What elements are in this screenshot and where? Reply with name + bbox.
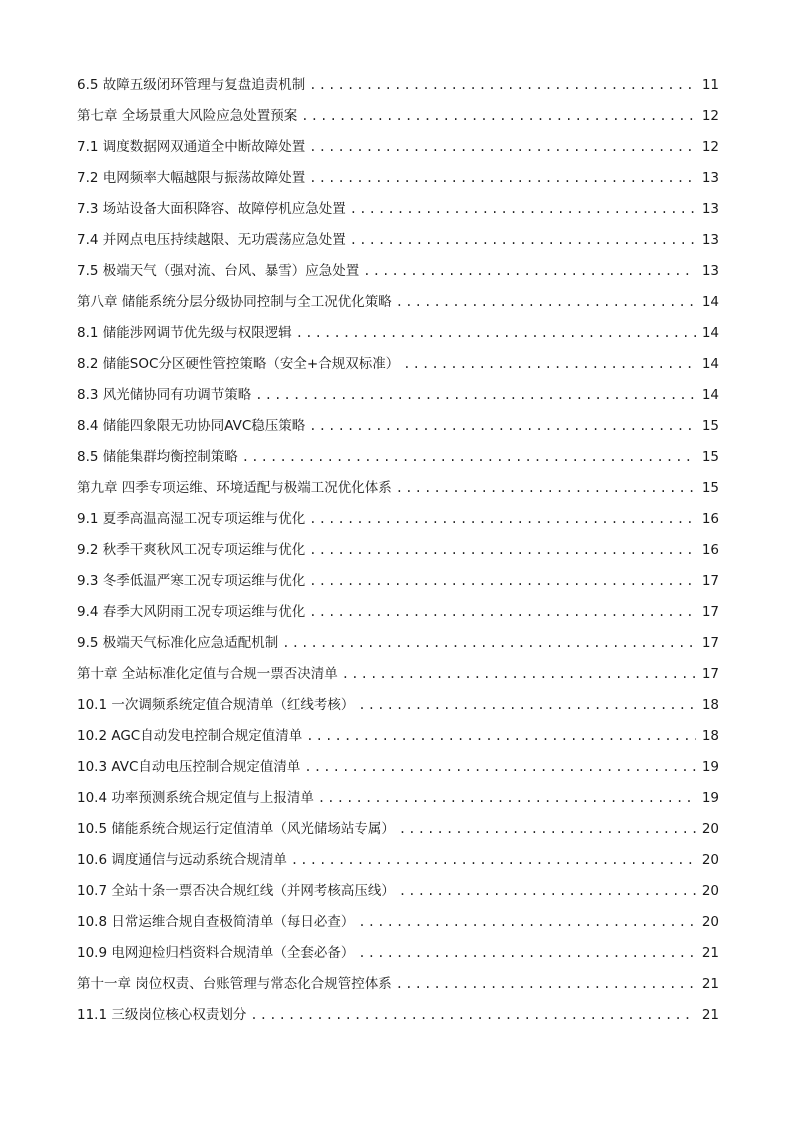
toc-entry[interactable] xyxy=(77,752,719,783)
toc-entry-title: 10.9 电网迎检归档资料合规清单（全套必备） xyxy=(77,945,355,961)
toc-entry-title: 8.2 储能SOC分区硬性管控策略（安全+合规双标准） xyxy=(77,356,400,372)
dot-leader xyxy=(309,597,696,628)
toc-entry[interactable] xyxy=(77,132,719,163)
toc-entry-page: 13 xyxy=(701,170,719,186)
toc-entry-title: 10.7 全站十条一票否决合规红线（并网考核高压线） xyxy=(77,883,395,899)
dot-leader xyxy=(309,504,696,535)
toc-entry[interactable] xyxy=(77,969,719,1000)
dot-leader xyxy=(309,411,696,442)
toc-entry-page: 21 xyxy=(701,1007,719,1023)
toc-entry-page: 15 xyxy=(701,480,719,496)
toc-entry-page: 14 xyxy=(701,325,719,341)
toc-entry[interactable] xyxy=(77,814,719,845)
toc-entry-title: 第九章 四季专项运维、环境适配与极端工况优化体系 xyxy=(77,480,392,496)
toc-entry-title: 7.3 场站设备大面积降容、故障停机应急处置 xyxy=(77,201,346,217)
toc-entry[interactable] xyxy=(77,659,719,690)
toc-entry-page: 13 xyxy=(701,201,719,217)
toc-entry-title: 10.4 功率预测系统合规定值与上报清单 xyxy=(77,790,314,806)
toc-entry-title: 7.5 极端天气（强对流、台风、暴雪）应急处置 xyxy=(77,263,360,279)
toc-entry-page: 21 xyxy=(701,945,719,961)
table-of-contents xyxy=(77,70,719,1031)
toc-entry-page: 12 xyxy=(701,139,719,155)
toc-entry-title: 8.5 储能集群均衡控制策略 xyxy=(77,449,238,465)
toc-entry-page: 20 xyxy=(701,852,719,868)
dot-leader xyxy=(399,876,696,907)
toc-entry-title: 第十一章 岗位权责、台账管理与常态化合规管控体系 xyxy=(77,976,392,992)
toc-entry-title: 8.1 储能涉网调节优先级与权限逻辑 xyxy=(77,325,292,341)
toc-entry-page: 16 xyxy=(701,511,719,527)
toc-entry[interactable] xyxy=(77,349,719,380)
toc-entry-title: 8.4 储能四象限无功协同AVC稳压策略 xyxy=(77,418,306,434)
toc-entry-title: 9.4 春季大风阴雨工况专项运维与优化 xyxy=(77,604,306,620)
toc-entry-page: 17 xyxy=(701,666,719,682)
toc-entry-page: 13 xyxy=(701,232,719,248)
dot-leader xyxy=(342,659,696,690)
toc-entry-page: 16 xyxy=(701,542,719,558)
dot-leader xyxy=(309,535,696,566)
dot-leader xyxy=(255,380,696,411)
dot-leader xyxy=(296,318,696,349)
toc-entry-title: 第七章 全场景重大风险应急处置预案 xyxy=(77,108,298,124)
toc-entry[interactable] xyxy=(77,721,719,752)
dot-leader xyxy=(318,783,696,814)
toc-entry-page: 20 xyxy=(701,914,719,930)
toc-entry-title: 10.1 一次调频系统定值合规清单（红线考核） xyxy=(77,697,355,713)
toc-entry[interactable] xyxy=(77,256,719,287)
toc-entry-title: 11.1 三级岗位核心权责划分 xyxy=(77,1007,247,1023)
dot-leader xyxy=(304,752,695,783)
toc-entry-title: 9.2 秋季干爽秋风工况专项运维与优化 xyxy=(77,542,306,558)
toc-entry-title: 7.2 电网频率大幅越限与振荡故障处置 xyxy=(77,170,306,186)
dot-leader xyxy=(396,473,696,504)
toc-entry-page: 17 xyxy=(701,604,719,620)
dot-leader xyxy=(306,721,696,752)
toc-entry[interactable] xyxy=(77,504,719,535)
dot-leader xyxy=(242,442,696,473)
toc-entry[interactable] xyxy=(77,194,719,225)
toc-entry-title: 10.6 调度通信与远动系统合规清单 xyxy=(77,852,287,868)
toc-entry-title: 10.3 AVC自动电压控制合规定值清单 xyxy=(77,759,301,775)
dot-leader xyxy=(399,814,696,845)
toc-entry[interactable] xyxy=(77,70,719,101)
toc-entry-title: 8.3 风光储协同有功调节策略 xyxy=(77,387,252,403)
toc-entry[interactable] xyxy=(77,380,719,411)
toc-entry[interactable] xyxy=(77,938,719,969)
toc-entry-page: 20 xyxy=(701,821,719,837)
dot-leader xyxy=(309,566,696,597)
toc-entry[interactable] xyxy=(77,876,719,907)
toc-entry-title: 7.1 调度数据网双通道全中断故障处置 xyxy=(77,139,306,155)
dot-leader xyxy=(301,101,696,132)
toc-entry-title: 10.5 储能系统合规运行定值清单（风光储场站专属） xyxy=(77,821,395,837)
toc-entry[interactable] xyxy=(77,473,719,504)
toc-entry[interactable] xyxy=(77,1000,719,1031)
dot-leader xyxy=(363,256,696,287)
toc-entry-page: 13 xyxy=(701,263,719,279)
toc-entry-title: 9.1 夏季高温高湿工况专项运维与优化 xyxy=(77,511,306,527)
toc-entry[interactable] xyxy=(77,845,719,876)
toc-entry-page: 14 xyxy=(701,356,719,372)
toc-entry-page: 11 xyxy=(701,77,719,93)
dot-leader xyxy=(358,938,695,969)
toc-entry[interactable] xyxy=(77,566,719,597)
toc-entry[interactable] xyxy=(77,101,719,132)
dot-leader xyxy=(350,194,696,225)
toc-entry-page: 19 xyxy=(701,759,719,775)
toc-entry[interactable] xyxy=(77,318,719,349)
toc-entry[interactable] xyxy=(77,411,719,442)
toc-entry-title: 10.2 AGC自动发电控制合规定值清单 xyxy=(77,728,303,744)
dot-leader xyxy=(309,132,696,163)
toc-entry-page: 15 xyxy=(701,418,719,434)
toc-entry[interactable] xyxy=(77,628,719,659)
toc-entry-page: 19 xyxy=(701,790,719,806)
toc-entry[interactable] xyxy=(77,163,719,194)
dot-leader xyxy=(309,163,696,194)
toc-entry[interactable] xyxy=(77,225,719,256)
toc-entry[interactable] xyxy=(77,535,719,566)
dot-leader xyxy=(396,969,696,1000)
toc-entry[interactable] xyxy=(77,783,719,814)
dot-leader xyxy=(403,349,696,380)
dot-leader xyxy=(309,70,696,101)
toc-entry-title: 6.5 故障五级闭环管理与复盘追责机制 xyxy=(77,77,306,93)
toc-entry[interactable] xyxy=(77,597,719,628)
toc-entry[interactable] xyxy=(77,690,719,721)
toc-entry-page: 18 xyxy=(701,697,719,713)
toc-entry-page: 17 xyxy=(701,635,719,651)
dot-leader xyxy=(350,225,696,256)
toc-entry-title: 9.3 冬季低温严寒工况专项运维与优化 xyxy=(77,573,306,589)
toc-entry-title: 9.5 极端天气标准化应急适配机制 xyxy=(77,635,279,651)
toc-entry[interactable] xyxy=(77,287,719,318)
dot-leader xyxy=(282,628,696,659)
dot-leader xyxy=(358,907,695,938)
toc-entry-page: 14 xyxy=(701,387,719,403)
toc-entry-title: 10.8 日常运维合规自查极简清单（每日必查） xyxy=(77,914,355,930)
dot-leader xyxy=(250,1000,695,1031)
toc-entry-page: 21 xyxy=(701,976,719,992)
toc-entry[interactable] xyxy=(77,442,719,473)
toc-entry-page: 20 xyxy=(701,883,719,899)
toc-entry-page: 12 xyxy=(701,108,719,124)
toc-entry-page: 18 xyxy=(701,728,719,744)
toc-entry-title: 7.4 并网点电压持续越限、无功震荡应急处置 xyxy=(77,232,346,248)
toc-entry-title: 第八章 储能系统分层分级协同控制与全工况优化策略 xyxy=(77,294,392,310)
toc-entry-title: 第十章 全站标准化定值与合规一票否决清单 xyxy=(77,666,338,682)
dot-leader xyxy=(396,287,696,318)
toc-entry-page: 14 xyxy=(701,294,719,310)
dot-leader xyxy=(291,845,696,876)
toc-entry-page: 17 xyxy=(701,573,719,589)
dot-leader xyxy=(358,690,695,721)
toc-entry-page: 15 xyxy=(701,449,719,465)
toc-entry[interactable] xyxy=(77,907,719,938)
